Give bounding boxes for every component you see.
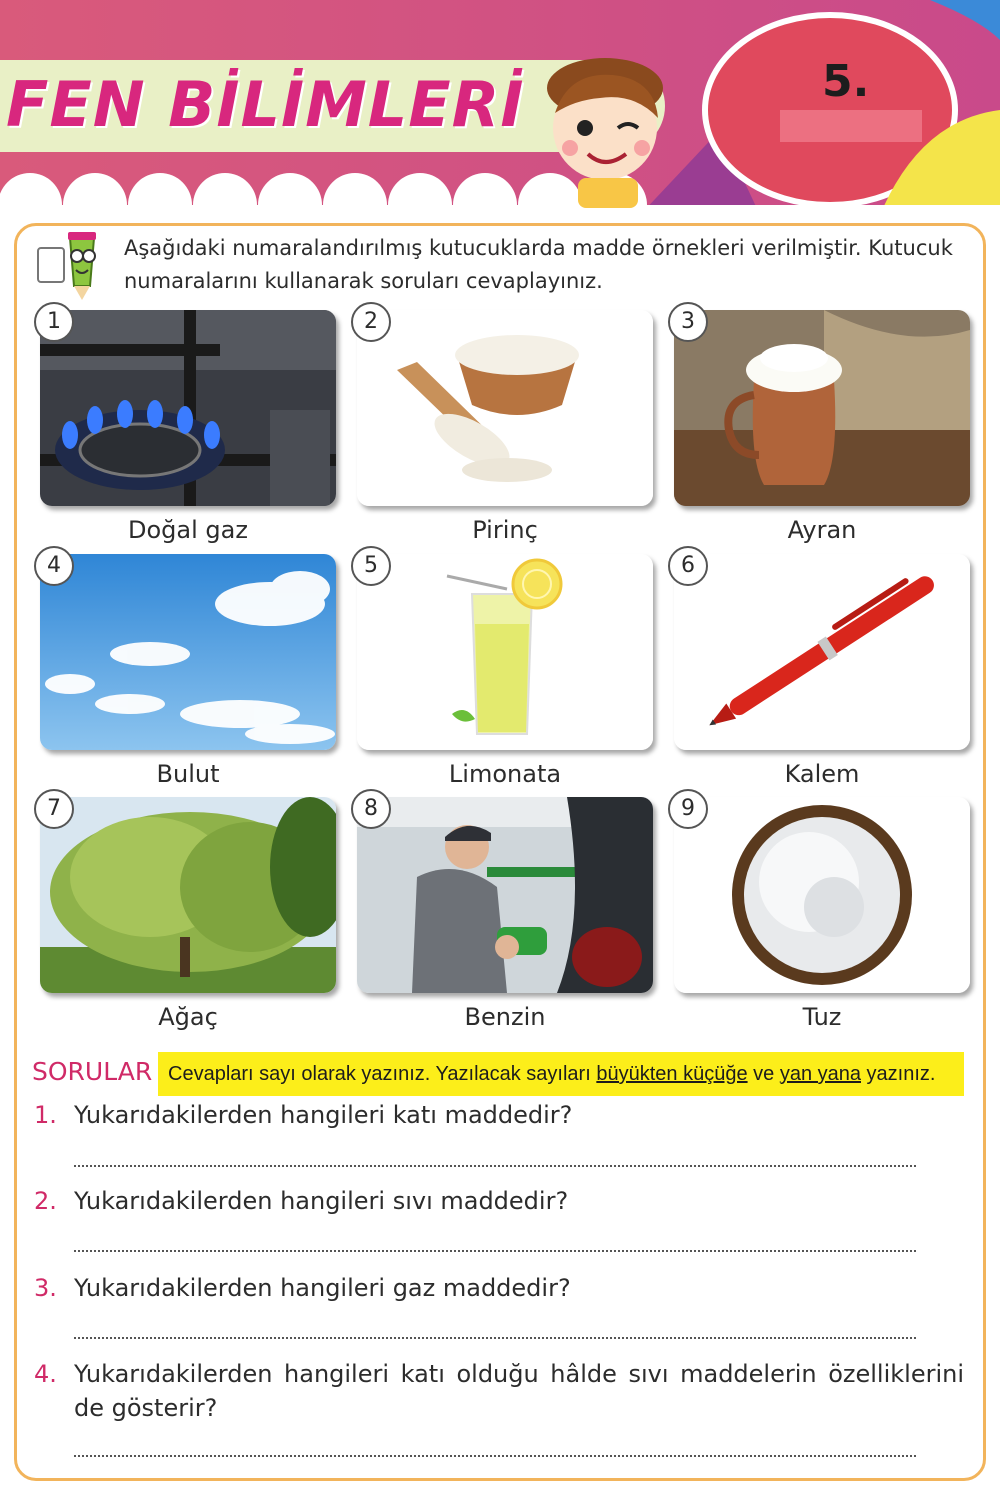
item-label: Tuz	[802, 1003, 842, 1031]
item-label: Kalem	[784, 760, 860, 788]
question-4	[34, 1357, 964, 1425]
question-text: Yukarıdakilerden hangileri sıvı maddedir?	[74, 1187, 569, 1215]
instructions-text: Aşağıdaki numaralandırılmış kutucuklarda madde örnekleri verilmiştir. Kutucuk numaralarını kullanarak soruları cevaplayınız.	[124, 236, 953, 293]
willow-tree-image	[40, 797, 336, 993]
lemonade-glass-image	[357, 554, 653, 750]
question-3	[34, 1271, 964, 1305]
red-pen-image	[674, 554, 970, 750]
boy-mascot-icon	[540, 58, 670, 208]
item-number: 9	[668, 789, 708, 829]
answer-line-4[interactable]	[74, 1455, 916, 1457]
page-header	[0, 0, 1000, 215]
pencil-character-icon	[30, 228, 110, 300]
item-label: Ayran	[787, 516, 857, 544]
fuel-pump-image	[357, 797, 653, 993]
salt-bowl-image	[674, 797, 970, 993]
note-emphasis: yan yana	[779, 1063, 861, 1085]
item-number: 2	[351, 302, 391, 342]
question-number: 1.	[34, 1101, 57, 1129]
item-label: Doğal gaz	[128, 516, 248, 544]
question-2	[34, 1184, 964, 1218]
question-number: 3.	[34, 1274, 57, 1302]
answer-line-3[interactable]	[74, 1337, 916, 1339]
item-label: Benzin	[464, 1003, 546, 1031]
ayran-cup-image	[674, 310, 970, 506]
item-number: 4	[34, 546, 74, 586]
item-label: Ağaç	[158, 1003, 218, 1031]
item-number: 8	[351, 789, 391, 829]
rice-bowl-image	[357, 310, 653, 506]
item-label: Pirinç	[472, 516, 538, 544]
item-number: 3	[668, 302, 708, 342]
answer-line-1[interactable]	[74, 1165, 916, 1167]
grade-label: 5.	[822, 56, 870, 107]
note-text: ve	[747, 1063, 780, 1085]
note-text: yazınız.	[861, 1063, 936, 1085]
question-text: Yukarıdakilerden hangileri katı olduğu hâlde sıvı maddelerin özelliklerini de gösterir?	[74, 1360, 964, 1422]
item-number: 5	[351, 546, 391, 586]
page-title: FEN BİLİMLERİ	[6, 68, 525, 141]
note-emphasis: büyükten küçüğe	[596, 1063, 748, 1085]
item-label: Bulut	[156, 760, 220, 788]
question-number: 2.	[34, 1187, 57, 1215]
item-number: 1	[34, 302, 74, 342]
question-number: 4.	[34, 1360, 57, 1388]
note-text: Cevapları sayı olarak yazınız. Yazılacak sayıları	[168, 1063, 597, 1085]
question-text: Yukarıdakilerden hangileri katı maddedir?	[74, 1101, 573, 1129]
question-text: Yukarıdakilerden hangileri gaz maddedir?	[74, 1274, 571, 1302]
cloud-sky-image	[40, 554, 336, 750]
questions-heading: SORULAR	[32, 1057, 153, 1086]
answer-instructions	[158, 1052, 964, 1096]
item-number: 6	[668, 546, 708, 586]
answer-line-2[interactable]	[74, 1250, 916, 1252]
grade-name-field	[780, 110, 922, 142]
item-label: Limonata	[448, 760, 562, 788]
question-1	[34, 1098, 964, 1132]
gas-stove-image	[40, 310, 336, 506]
item-number: 7	[34, 789, 74, 829]
